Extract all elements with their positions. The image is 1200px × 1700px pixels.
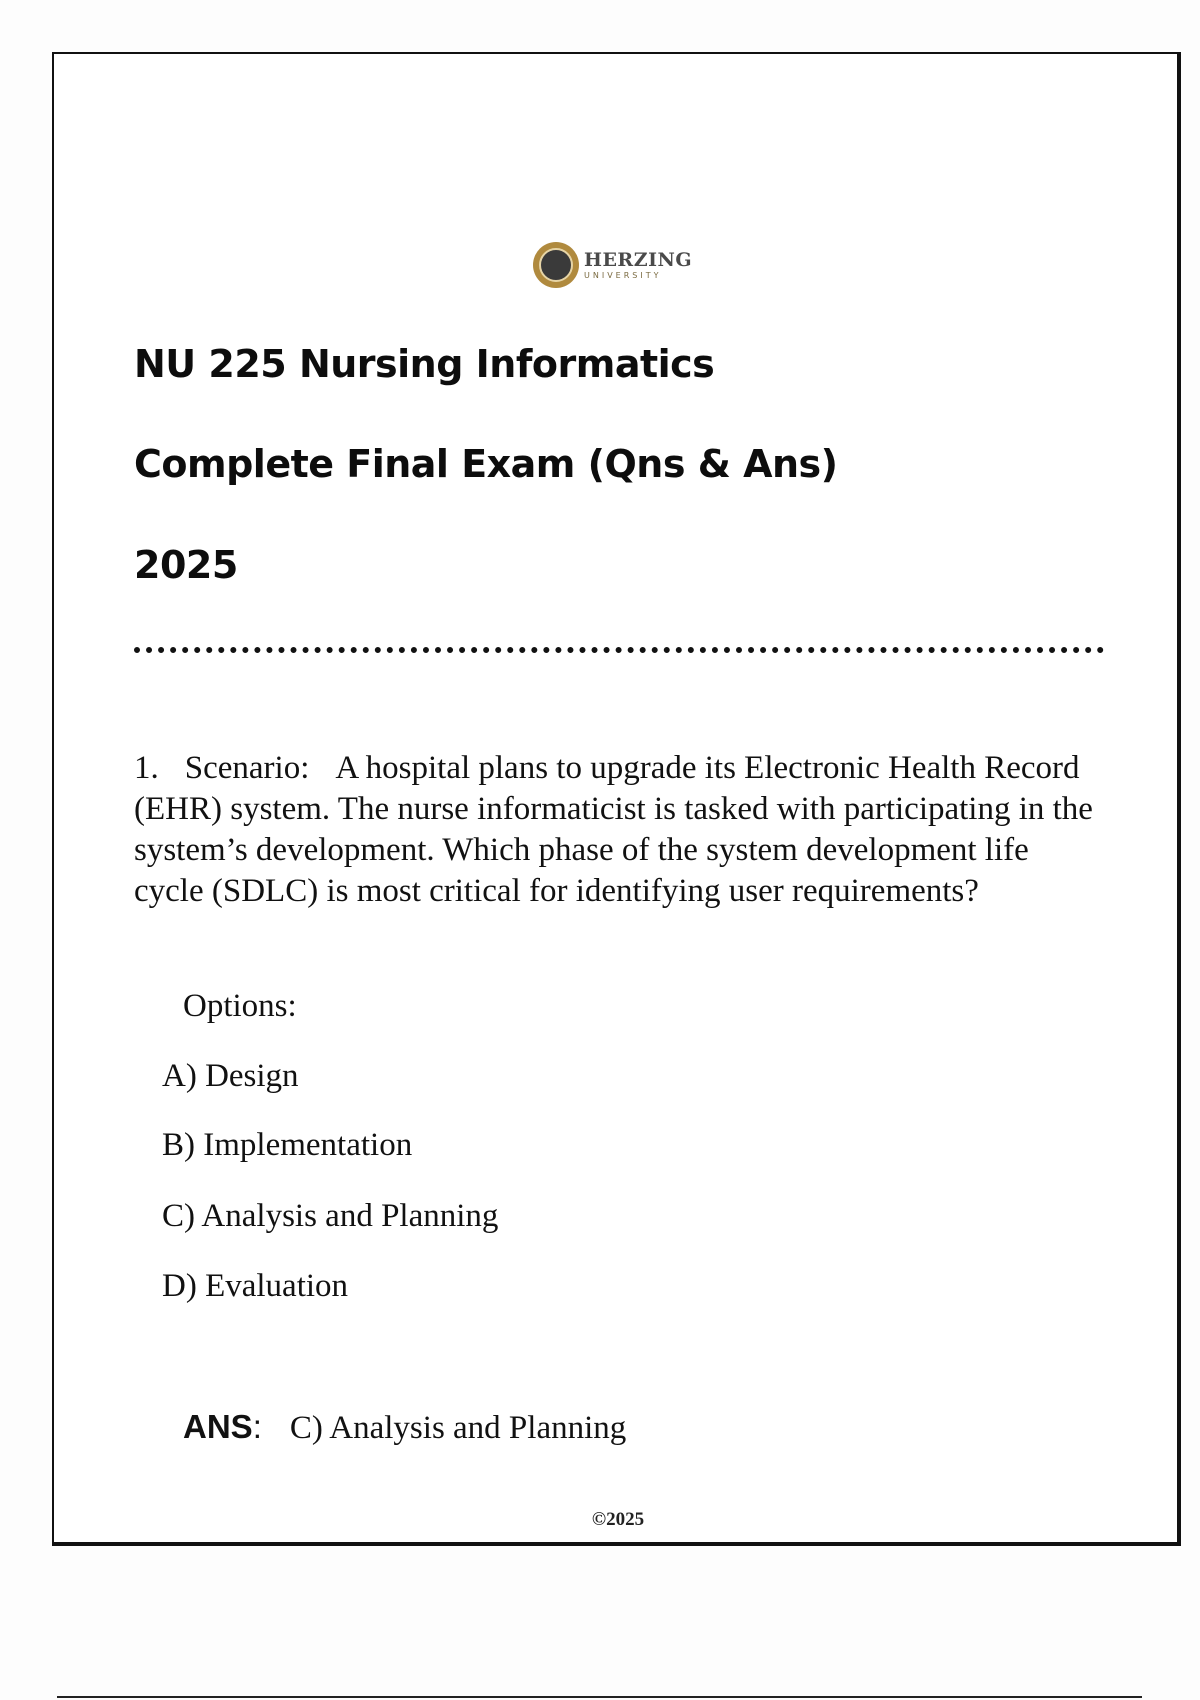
- question-label: Scenario:: [184, 750, 310, 786]
- answer-value: C) Analysis and Planning: [289, 1410, 627, 1446]
- options-heading: Options:: [183, 988, 297, 1024]
- university-logo: [533, 242, 692, 288]
- answer-label: ANS: [183, 1408, 253, 1445]
- logo-name: HERZING: [584, 248, 693, 271]
- exam-title: Complete Final Exam (Qns & Ans): [134, 442, 838, 486]
- dotted-divider: [134, 647, 1104, 653]
- copyright-footer: ©2025: [591, 1509, 645, 1530]
- question-text: [134, 748, 1104, 912]
- bottom-rule: [57, 1696, 1142, 1698]
- option-a: A) Design: [162, 1058, 299, 1094]
- course-title: NU 225 Nursing Informatics: [134, 342, 715, 386]
- option-c: C) Analysis and Planning: [162, 1198, 499, 1234]
- logo-subtitle: UNIVERSITY: [584, 270, 662, 280]
- option-b: B) Implementation: [162, 1127, 413, 1163]
- question-body: A hospital plans to upgrade its Electronic Health Record (EHR) system. The nurse informaticist is tasked with participating in the system’s development. Which phase of the system development life cycle (SDLC) is most critical for identifying user requirements?: [134, 750, 1093, 909]
- exam-year: 2025: [134, 543, 238, 587]
- question-number: 1.: [134, 750, 159, 786]
- answer-line: [183, 1408, 626, 1447]
- option-d: D) Evaluation: [162, 1268, 349, 1304]
- answer-colon: :: [252, 1408, 262, 1445]
- university-seal-icon: [533, 242, 579, 288]
